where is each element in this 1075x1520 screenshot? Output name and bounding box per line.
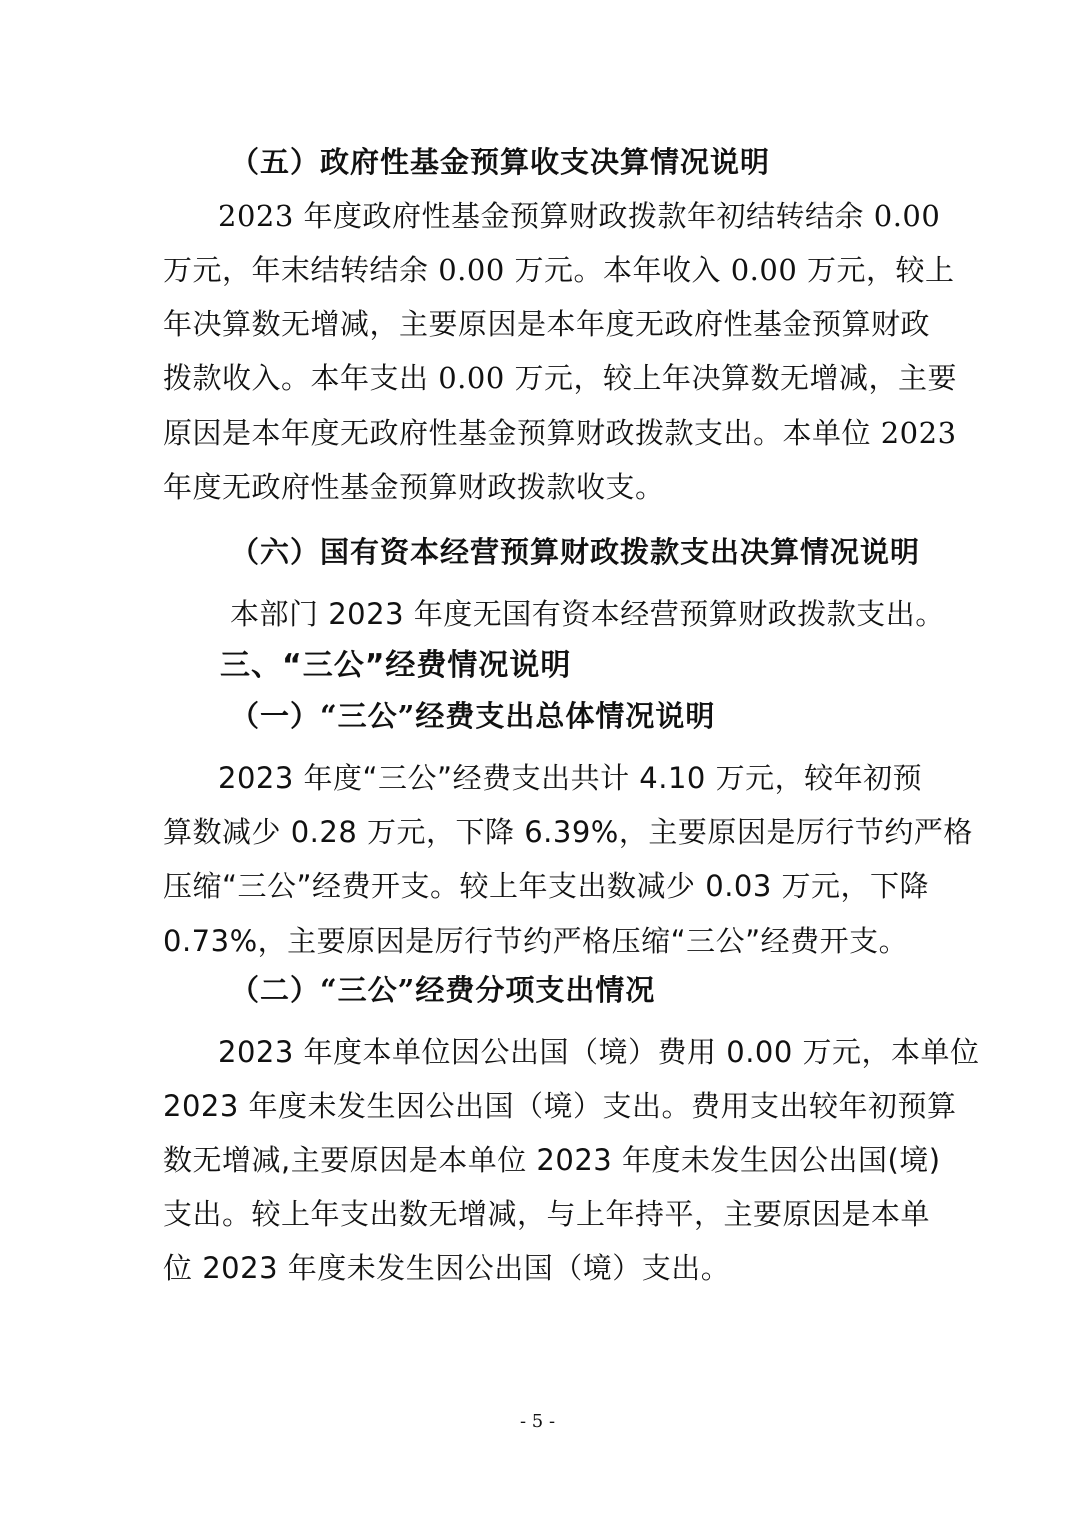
paragraph-line: 万元，年末结转结余 0.00 万元。本年收入 0.00 万元，较上: [163, 253, 955, 287]
part-heading-3: 三、“三公”经费情况说明: [220, 648, 572, 683]
section-heading-5: （五）政府性基金预算收支决算情况说明: [230, 145, 771, 179]
paragraph-line: 算数减少 0.28 万元，下降 6.39%，主要原因是厉行节约严格: [163, 815, 973, 849]
paragraph-line: 拨款收入。本年支出 0.00 万元，较上年决算数无增减，主要: [163, 361, 958, 395]
paragraph-line: 2023 年度本单位因公出国（境）费用 0.00 万元，本单位: [218, 1035, 980, 1069]
section-heading-3-1: （一）“三公”经费支出总体情况说明: [230, 699, 716, 733]
section-heading-6: （六）国有资本经营预算财政拨款支出决算情况说明: [230, 535, 921, 569]
paragraph-line: 年决算数无增减，主要原因是本年度无政府性基金预算财政: [163, 307, 931, 341]
paragraph-line: 2023 年度未发生因公出国（境）支出。费用支出较年初预算: [163, 1089, 957, 1123]
section-heading-3-2: （二）“三公”经费分项支出情况: [230, 973, 656, 1007]
paragraph-line: 支出。较上年支出数无增减，与上年持平，主要原因是本单: [163, 1197, 931, 1231]
paragraph-line: 2023 年度政府性基金预算财政拨款年初结转结余 0.00: [218, 199, 941, 233]
paragraph-line: 压缩“三公”经费开支。较上年支出数减少 0.03 万元，下降: [163, 869, 930, 903]
paragraph-line: 年度无政府性基金预算财政拨款收支。: [163, 470, 665, 504]
page-number: - 5 -: [519, 1411, 556, 1432]
paragraph-line: 2023 年度“三公”经费支出共计 4.10 万元，较年初预: [218, 761, 923, 795]
paragraph-line: 0.73%，主要原因是厉行节约严格压缩“三公”经费开支。: [163, 924, 909, 958]
paragraph-line: 原因是本年度无政府性基金预算财政拨款支出。本单位 2023: [163, 416, 957, 450]
paragraph-line: 本部门 2023 年度无国有资本经营预算财政拨款支出。: [230, 597, 945, 631]
paragraph-line: 数无增减,主要原因是本单位 2023 年度未发生因公出国(境): [163, 1143, 941, 1177]
paragraph-line: 位 2023 年度未发生因公出国（境）支出。: [163, 1251, 731, 1285]
